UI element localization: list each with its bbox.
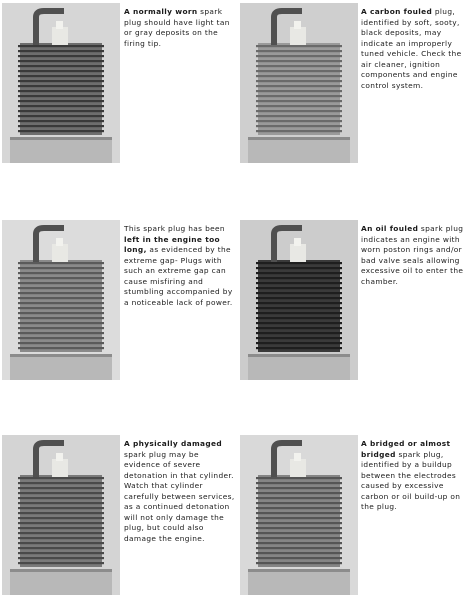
caption-text: spark plug, identified by a buildup between the electrodes caused by excessive carbon or oil build-up on the plug.: [361, 449, 461, 511]
spark-plug-illustration: [240, 3, 358, 163]
caption-text: spark plug may be evidence of severe detonation in that cylinder. Watch that cylinder carefully between services, as a continued detonation will not only damage the plug, but could also damage the engine.: [124, 449, 235, 543]
caption-left-too-long: [124, 224, 236, 308]
caption-heading: left in the engine too long,: [124, 234, 220, 254]
spark-plug-illustration: [240, 220, 358, 380]
caption-text-lead: This spark plug has been: [124, 224, 225, 233]
spark-plug-illustration: [2, 3, 120, 163]
caption-bridged: [361, 439, 473, 513]
spark-plug-illustration: [240, 435, 358, 595]
caption-text: as evidenced by the extreme gap- Plugs with such an extreme gap can cause misfiring and stumbling accompanied by a noticeable lack of power.: [124, 245, 233, 307]
caption-heading: A bridged or almost bridged: [361, 439, 451, 459]
caption-text: spark plug indicates an engine with worn poston rings and/or bad valve seals allowing excessive oil to enter the chamber.: [361, 224, 464, 286]
caption-physically-damaged: [124, 439, 236, 544]
spark-plug-illustration: [2, 435, 120, 595]
spark-plug-worn-gap-photo: [2, 220, 120, 380]
spark-plug-damaged-photo: [2, 435, 120, 595]
caption-normally-worn: [124, 7, 236, 49]
spark-plug-carbon-fouled-photo: [240, 3, 358, 163]
caption-text: spark plug should have light tan or gray deposits on the firing tip.: [124, 7, 230, 48]
spark-plug-oil-fouled-photo: [240, 220, 358, 380]
caption-heading: An oil fouled: [361, 224, 419, 233]
caption-heading: A normally worn: [124, 7, 198, 16]
spark-plug-normal-photo: [2, 3, 120, 163]
caption-heading: A physically damaged: [124, 439, 222, 448]
caption-oil-fouled: [361, 224, 473, 287]
caption-carbon-fouled: [361, 7, 473, 91]
spark-plug-bridged-photo: [240, 435, 358, 595]
caption-text: plug, identified by soft, sooty, black deposits, may indicate an improperly tuned vehicle. Check the air cleaner, ignition components and engine control system.: [361, 7, 462, 90]
spark-plug-illustration: [2, 220, 120, 380]
caption-heading: A carbon fouled: [361, 7, 433, 16]
